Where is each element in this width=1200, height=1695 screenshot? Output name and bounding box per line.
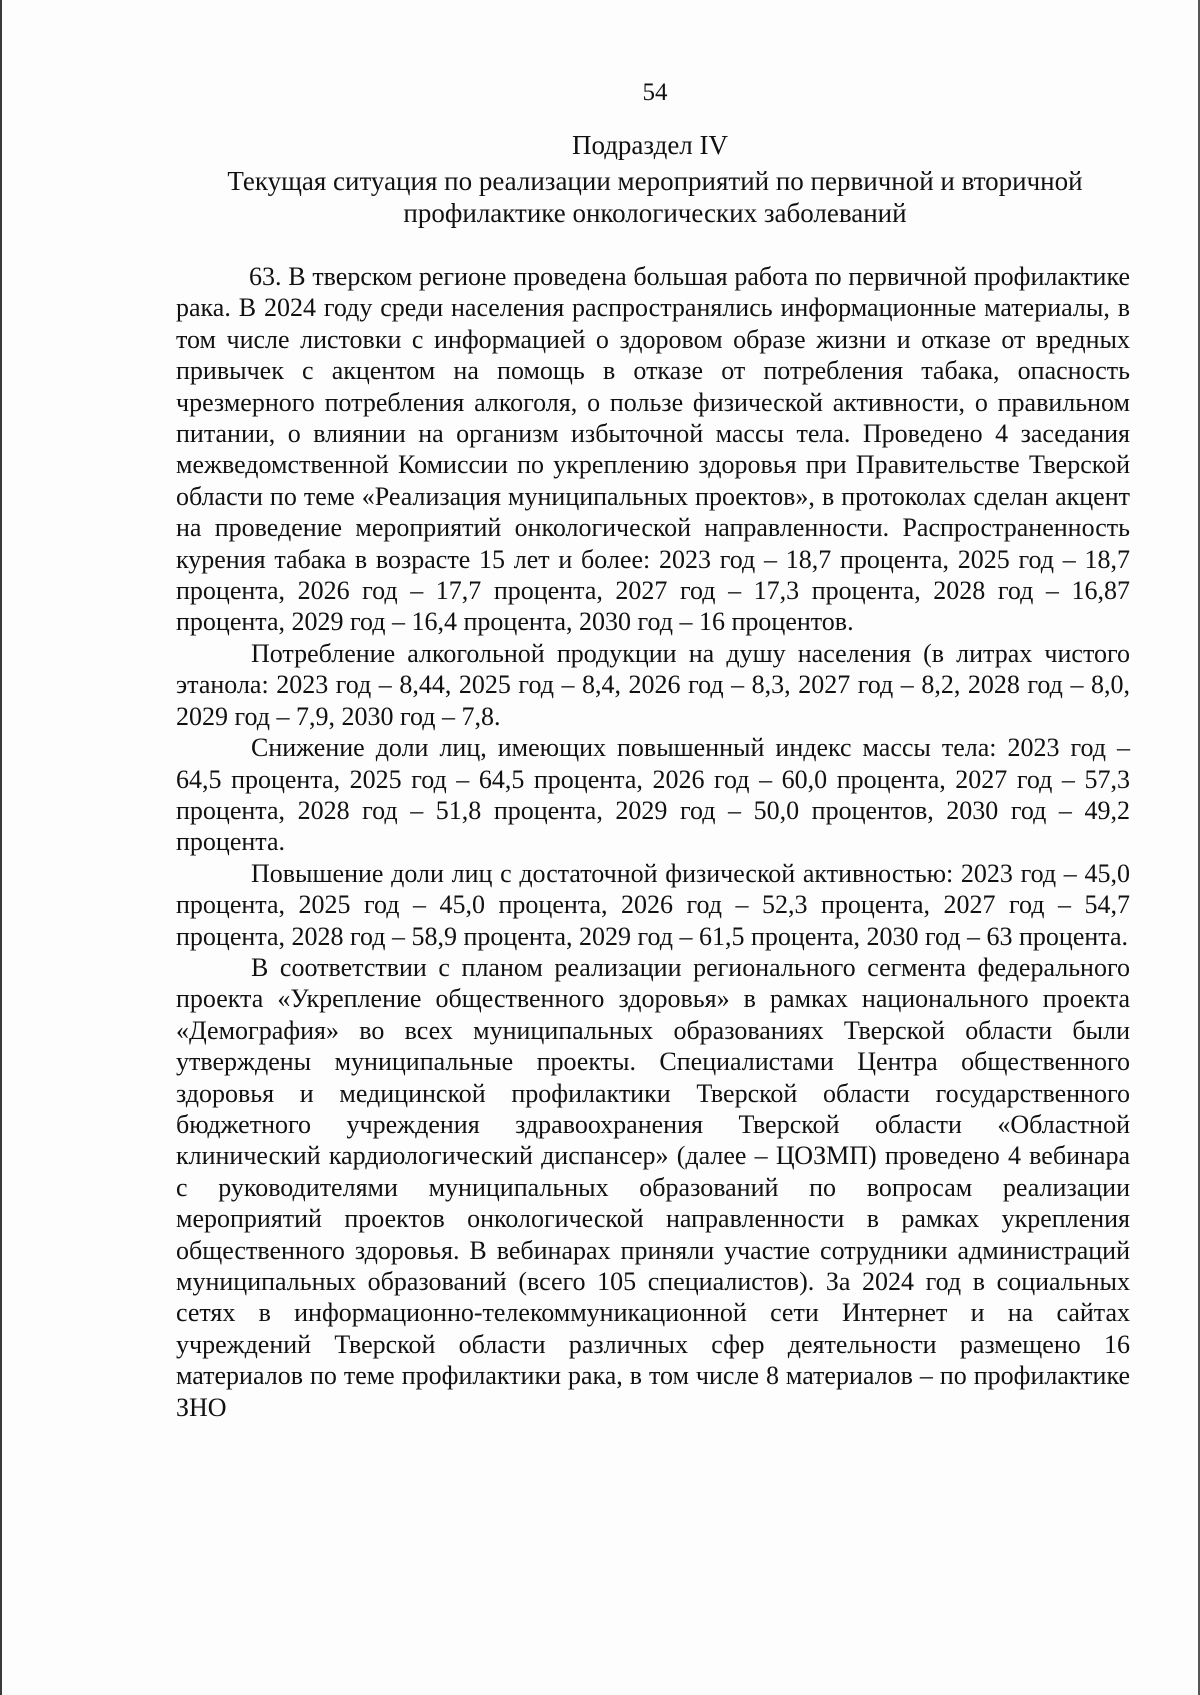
scan-edge-left [0, 0, 2, 1695]
section-title-line-1: Текущая ситуация по реализации мероприятий по первичной и вторичной [227, 166, 1083, 196]
page-number: 54 [642, 79, 668, 106]
paragraph-physical-activity: Повышение доли лиц с достаточной физической активностью: 2023 год – 45,0 процента, 2025 год – 45,0 процента, 2026 год – 52,3 процента, 2027 год – 54,7 процента, 2028 год – 58,9 процента, 2029 год – 61,5 процента, 2030 год – 63 процента. [176, 858, 1130, 951]
paragraph-alcohol: Потребление алкогольной продукции на душу населения (в литрах чистого этанола: 2023 год – 8,44, 2025 год – 8,4, 2026 год – 8,3, 2027 год – 8,2, 2028 год – 8,0, 2029 год – 7,9, 2030 год – 7,8. [176, 638, 1130, 731]
paragraph-municipal-projects: В соответствии с планом реализации регионального сегмента федерального проекта «Укрепление общественного здоровья» в рамках национального проекта «Демография» во всех муниципальных образованиях Тверской области были утверждены муниципальные проекты. Специалистами Центра общественного здоровья и медицинской профилактики Тверской области государственного бюджетного учреждения здравоохранения Тверской области «Областной клинический кардиологический диспансер» (далее – ЦОЗМП) проведено 4 вебинара с руководителями муниципальных образований по вопросам реализации мероприятий проектов онкологической направленности в рамках укрепления общественного здоровья. В вебинарах приняли участие сотрудники администраций муниципальных образований (всего 105 специалистов). За 2024 год в социальных сетях в информационно-телекоммуникационной сети Интернет и на сайтах учреждений Тверской области различных сфер деятельности размещено 16 материалов по теме профилактики рака, в том числе 8 материалов – по профилактике ЗНО [176, 952, 1130, 1422]
paragraph-63: 63. В тверском регионе проведена большая работа по первичной профилактике рака. В 2024 году среди населения распространялись информационные материалы, в том числе листовки с информацией о здоровом образе жизни и отказе от вредных привычек с акцентом на помощь в отказе от потребления табака, опасность чрезмерного потребления алкоголя, о пользе физической активности, о правильном питании, о влиянии на организм избыточной массы тела. Проведено 4 заседания межведомственной Комиссии по укреплению здоровья при Правительстве Тверской области по теме «Реализация муниципальных проектов», в протоколах сделан акцент на проведение мероприятий онкологической направленности. Распространенность курения табака в возрасте 15 лет и более: 2023 год – 18,7 процента, 2025 год – 18,7 процента, 2026 год – 17,7 процента, 2027 год – 17,3 процента, 2028 год – 16,87 процента, 2029 год – 16,4 процента, 2030 год – 16 процентов. [176, 262, 1130, 637]
document-body [176, 261, 1130, 1423]
section-title-line-2: профилактике онкологических заболеваний [403, 198, 907, 228]
section-heading: Подраздел IV [571, 130, 729, 160]
paragraph-bmi: Снижение доли лиц, имеющих повышенный индекс массы тела: 2023 год – 64,5 процента, 2025 год – 64,5 процента, 2026 год – 60,0 процента, 2027 год – 57,3 процента, 2028 год – 51,8 процента, 2029 год – 50,0 процентов, 2030 год – 49,2 процента. [176, 733, 1130, 857]
